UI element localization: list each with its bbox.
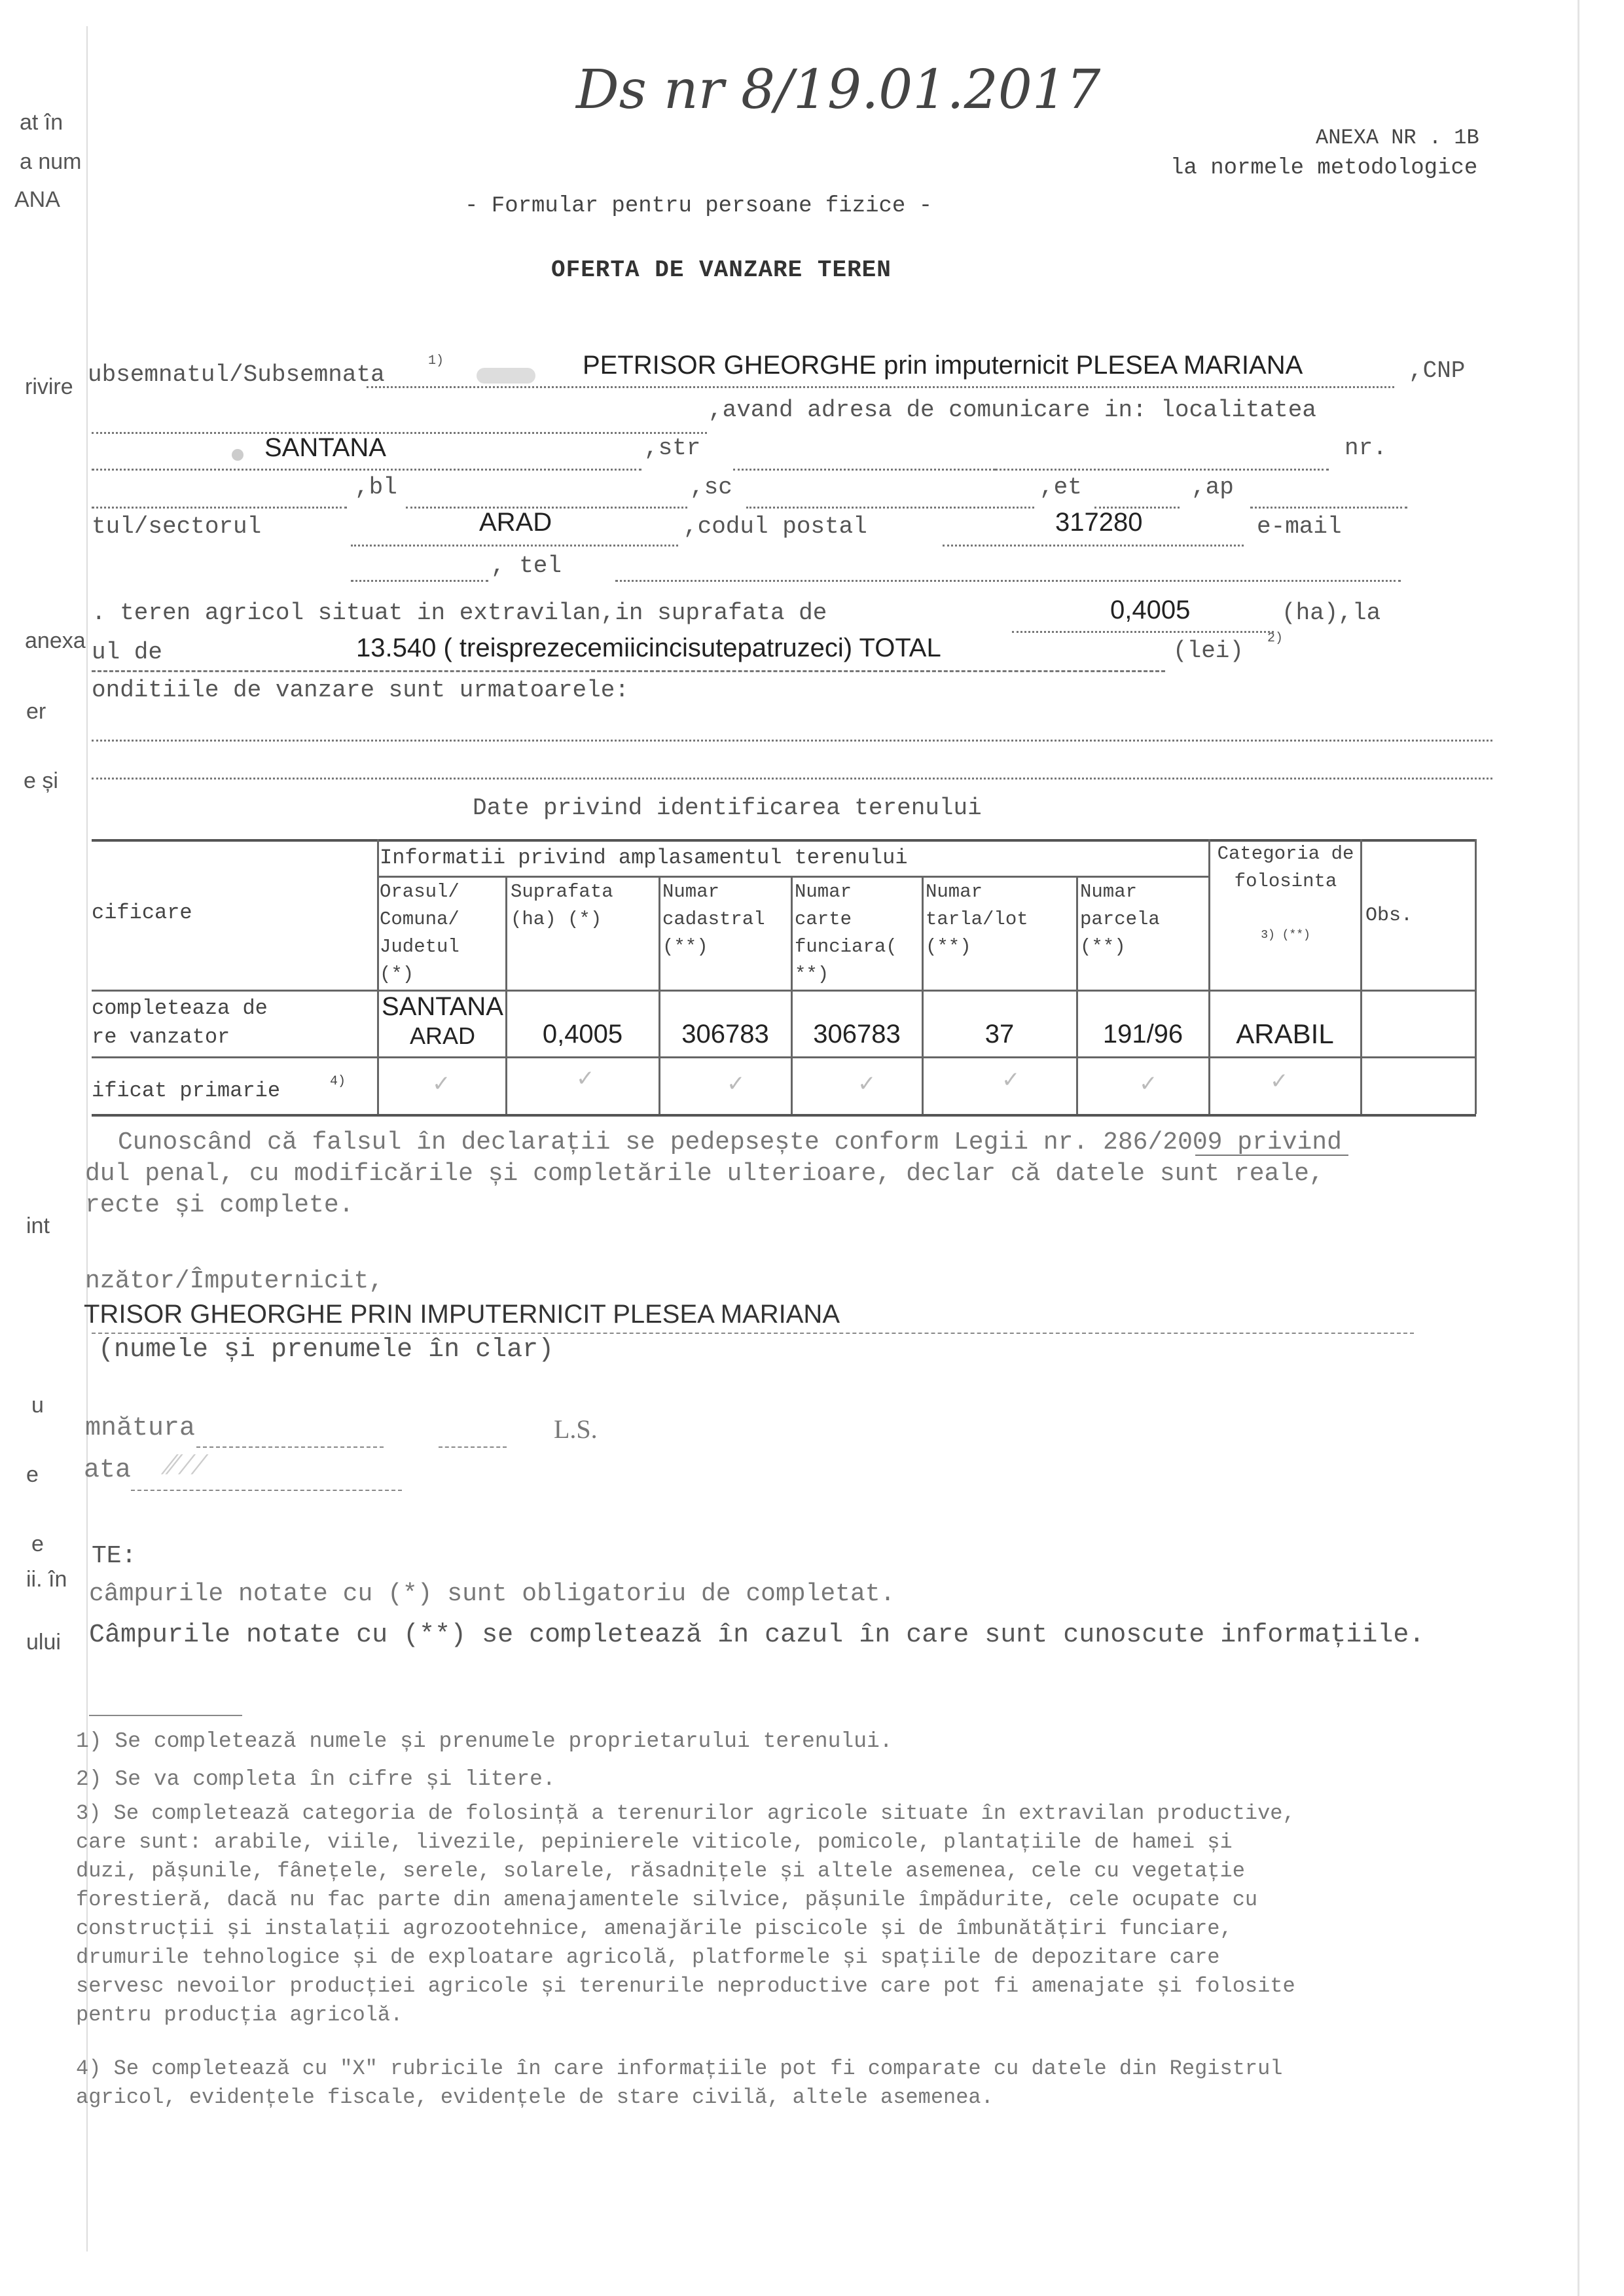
cell-cadastral: 306783 xyxy=(681,1020,769,1049)
note-1: câmpurile notate cu (*) sunt obligatoriu de completat. xyxy=(89,1580,895,1608)
footnote-3-line-4: forestieră, dacă nu fac parte din amenajamentele silvice, pășunile împădurite, cele ocupate cu xyxy=(76,1888,1258,1912)
postal-label: ,codul postal xyxy=(683,513,867,540)
col-parcela: Numar parcela (**) xyxy=(1080,881,1160,958)
table-bottom-line xyxy=(92,1114,1476,1117)
street-line-2 xyxy=(995,469,1329,471)
sc-line xyxy=(746,507,1034,509)
col-carte-funciara: Numar carte funciara( **) xyxy=(795,881,897,985)
cnp-label: ,CNP xyxy=(1409,357,1466,384)
annex-number: ANEXA NR . 1B xyxy=(1316,126,1479,150)
row2-label: ificat primarie xyxy=(92,1079,281,1103)
form-title: OFERTA DE VANZARE TEREN xyxy=(551,257,892,283)
postal-line xyxy=(943,545,1244,547)
seller-name-value: PETRISOR GHEORGHE prin imputernicit PLESEA MARIANA xyxy=(583,351,1303,380)
sc-label: ,sc xyxy=(690,474,732,501)
footnote-3-line-2: care sunt: arabile, viile, livezile, pepinierele viticole, pomicole, plantațiile de hamei și xyxy=(76,1830,1233,1854)
table-vline-7 xyxy=(1208,839,1210,1114)
price-value: 13.540 ( treisprezecemiicincisutepatruzeci) TOTAL xyxy=(356,634,941,662)
price-unit-label: (lei) xyxy=(1173,637,1244,664)
footnote-3-line-1: 3) Se completează categoria de folosință a terenurilor agricole situate în extravilan productive, xyxy=(76,1801,1295,1825)
redacted-dot xyxy=(232,449,244,461)
price-label: ul de xyxy=(92,639,163,666)
cell-parcela: 191/96 xyxy=(1102,1020,1183,1049)
check-mark-icon: ✓ xyxy=(1139,1071,1158,1097)
date-label: ata xyxy=(84,1456,132,1485)
margin-text-5: anexa xyxy=(25,628,86,653)
signature-label: mnătura xyxy=(85,1414,196,1443)
date-line xyxy=(131,1490,402,1491)
note-2: Câmpurile notate cu (**) se completează în cazul în care sunt cunoscute informațiile. xyxy=(89,1621,1425,1650)
row2-footnote-ref: 4) xyxy=(330,1074,346,1089)
area-unit-label: (ha),la xyxy=(1282,600,1381,626)
signature-line-2 xyxy=(439,1446,507,1448)
seller-role-label: nzător/Împuternicit, xyxy=(85,1267,384,1295)
check-mark-icon: ✓ xyxy=(576,1066,595,1092)
check-mark-icon: ✓ xyxy=(432,1071,451,1097)
land-area-label: . teren agricol situat in extravilan,in suprafata de xyxy=(92,600,827,626)
col-tarla-lot: Numar tarla/lot (**) xyxy=(926,881,1028,958)
date-handwriting: ⁄⁄ ⁄ ⁄ xyxy=(168,1450,202,1480)
footnote-4-line-2: agricol, evidențele fiscale, evidențele de stare civilă, altele asemenea. xyxy=(76,2085,994,2109)
address-label: ,avand adresa de comunicare in: localitatea xyxy=(708,397,1316,423)
margin-text-4: rivire xyxy=(25,374,73,399)
margin-text-6: er xyxy=(26,699,46,724)
conditions-line-2 xyxy=(92,778,1492,780)
table-vline-8 xyxy=(1360,839,1362,1114)
ls-label: L.S. xyxy=(554,1414,598,1444)
postal-value: 317280 xyxy=(1055,508,1143,537)
margin-text-9: u xyxy=(31,1393,44,1418)
margin-text-3: ANA xyxy=(14,187,60,212)
handwritten-registration: Ds nr 8/19.01.2017 xyxy=(576,59,1101,121)
table-vline-9 xyxy=(1475,839,1477,1114)
declaration-line-2: dul penal, cu modificările și completările ulterioare, declar că datele sunt reale, xyxy=(85,1160,1324,1188)
signature-line xyxy=(196,1446,384,1448)
cnp-line xyxy=(92,432,707,434)
cell-category: ARABIL xyxy=(1236,1018,1334,1049)
table-vline-3 xyxy=(659,876,660,1114)
county-label: tul/sectorul xyxy=(92,513,262,540)
footnote-3-line-7: servesc nevoilor producției agricole și terenurile neproductive care pot fi amenajate și folosite xyxy=(76,1974,1295,1998)
cell-tarla-lot: 37 xyxy=(984,1020,1015,1049)
table-row1-bottom xyxy=(92,1056,1476,1058)
table-vline-6 xyxy=(1076,876,1078,1114)
land-area-line xyxy=(1012,631,1274,633)
check-mark-icon: ✓ xyxy=(857,1071,876,1097)
row1-label-a: completeaza de xyxy=(92,996,268,1020)
right-edge-line xyxy=(1578,0,1579,2296)
margin-text-10: e xyxy=(26,1462,39,1487)
footnote-ref-1: 1) xyxy=(428,353,444,368)
table-caption: Date privind identificarea terenului xyxy=(473,795,982,821)
law-number-underline xyxy=(1195,1155,1348,1156)
table-vline-4 xyxy=(791,876,793,1114)
email-line xyxy=(351,580,488,582)
table-group-line xyxy=(377,876,1208,878)
row1-label-b: re vanzator xyxy=(92,1025,230,1049)
street-label: ,str xyxy=(644,435,701,461)
form-subtitle: - Formular pentru persoane fizice - xyxy=(465,194,933,219)
footnote-3-line-3: duzi, pășunile, fânețele, serele, solarele, răsadnițele și altele asemenea, cele cu vegetație xyxy=(76,1859,1245,1883)
group-header: Informatii privind amplasamentul terenului xyxy=(380,846,908,870)
subsemnatul-label: ubsemnatul/Subsemnata xyxy=(88,361,385,388)
footnote-3-line-8: pentru producția agricolă. xyxy=(76,2003,403,2027)
seller-name-line xyxy=(367,386,1394,388)
cell-county: ARAD xyxy=(409,1022,476,1049)
col-cadastral: Numar cadastral (**) xyxy=(662,881,765,958)
tel-label: , tel xyxy=(491,552,562,579)
cell-city: SANTANA xyxy=(382,992,503,1021)
margin-text-8: int xyxy=(26,1213,50,1238)
annex-subtitle: la normele metodologice xyxy=(1170,156,1478,181)
table-vline-5 xyxy=(922,876,924,1114)
margin-text-7: e și xyxy=(24,768,58,793)
seller-name-clear: TRISOR GHEORGHE PRIN IMPUTERNICIT PLESEA MARIANA xyxy=(84,1300,840,1329)
et-label: ,et xyxy=(1039,474,1082,501)
tel-line xyxy=(615,580,1401,582)
bl-prefix-line xyxy=(92,507,347,509)
margin-text-12: ii. în xyxy=(26,1567,67,1592)
margin-text-13: ului xyxy=(26,1630,61,1655)
redacted-blob xyxy=(477,368,535,384)
declaration-line-3: recte și complete. xyxy=(85,1191,354,1219)
nr-label: nr. xyxy=(1344,435,1387,461)
cell-area: 0,4005 xyxy=(542,1020,623,1049)
county-line xyxy=(351,545,678,547)
price-line xyxy=(92,670,1165,672)
footnote-3-line-6: drumurile tehnologice și de exploatare agricolă, platformele și spațiile de depozitare care xyxy=(76,1945,1220,1969)
table-header-bottom xyxy=(92,990,1476,992)
conditions-label: onditiile de vanzare sunt urmatoarele: xyxy=(92,677,629,704)
check-mark-icon: ✓ xyxy=(727,1071,746,1097)
footnote-1: 1) Se completează numele și prenumele proprietarului terenului. xyxy=(76,1729,893,1753)
col-area: Suprafata (ha) (*) xyxy=(511,881,613,930)
footnote-ref-2: 2) xyxy=(1267,631,1284,646)
col-category-sup: 3) (**) xyxy=(1261,929,1310,942)
ap-label: ,ap xyxy=(1191,474,1234,501)
margin-text-2: a num xyxy=(20,149,82,174)
margin-text-1: at în xyxy=(20,110,63,135)
col-city: Orasul/ Comuna/ Judetul (*) xyxy=(380,881,460,985)
name-hint: (numele și prenumele în clar) xyxy=(98,1335,554,1365)
ap-line xyxy=(1250,507,1407,509)
declaration-line-1: Cunoscând că falsul în declarații se pedepsește conform Legii nr. 286/2009 privind xyxy=(118,1128,1342,1157)
table-vline-1 xyxy=(377,839,379,1114)
footnote-4-line-1: 4) Se completează cu "X" rubricile în care informațiile pot fi comparate cu datele din Registrul xyxy=(76,2056,1283,2081)
locality-value: SANTANA xyxy=(264,433,386,462)
land-area-value: 0,4005 xyxy=(1110,596,1191,624)
notes-heading: TE: xyxy=(92,1542,137,1570)
email-label: e-mail xyxy=(1257,513,1342,540)
footnote-separator xyxy=(89,1715,242,1716)
county-value: ARAD xyxy=(479,508,552,537)
locality-line xyxy=(92,469,641,471)
conditions-line-1 xyxy=(92,740,1492,742)
seller-name-clear-line xyxy=(92,1333,1414,1334)
col-obs: Obs. xyxy=(1365,905,1413,927)
margin-text-11: e xyxy=(31,1532,44,1556)
check-mark-icon: ✓ xyxy=(1001,1067,1020,1093)
footnote-3-line-5: construcții și instalații agrozootehnice, amenajările piscicole și de îmbunătățiri funciare, xyxy=(76,1916,1233,1941)
street-line xyxy=(733,469,995,471)
col-category: Categoria de folosinta xyxy=(1217,843,1354,892)
bl-label: ,bl xyxy=(355,474,397,501)
check-mark-icon: ✓ xyxy=(1270,1068,1289,1094)
col-specificare: cificare xyxy=(92,901,192,925)
footnote-2: 2) Se va completa în cifre și litere. xyxy=(76,1767,556,1791)
cell-carte-funciara: 306783 xyxy=(813,1020,901,1049)
